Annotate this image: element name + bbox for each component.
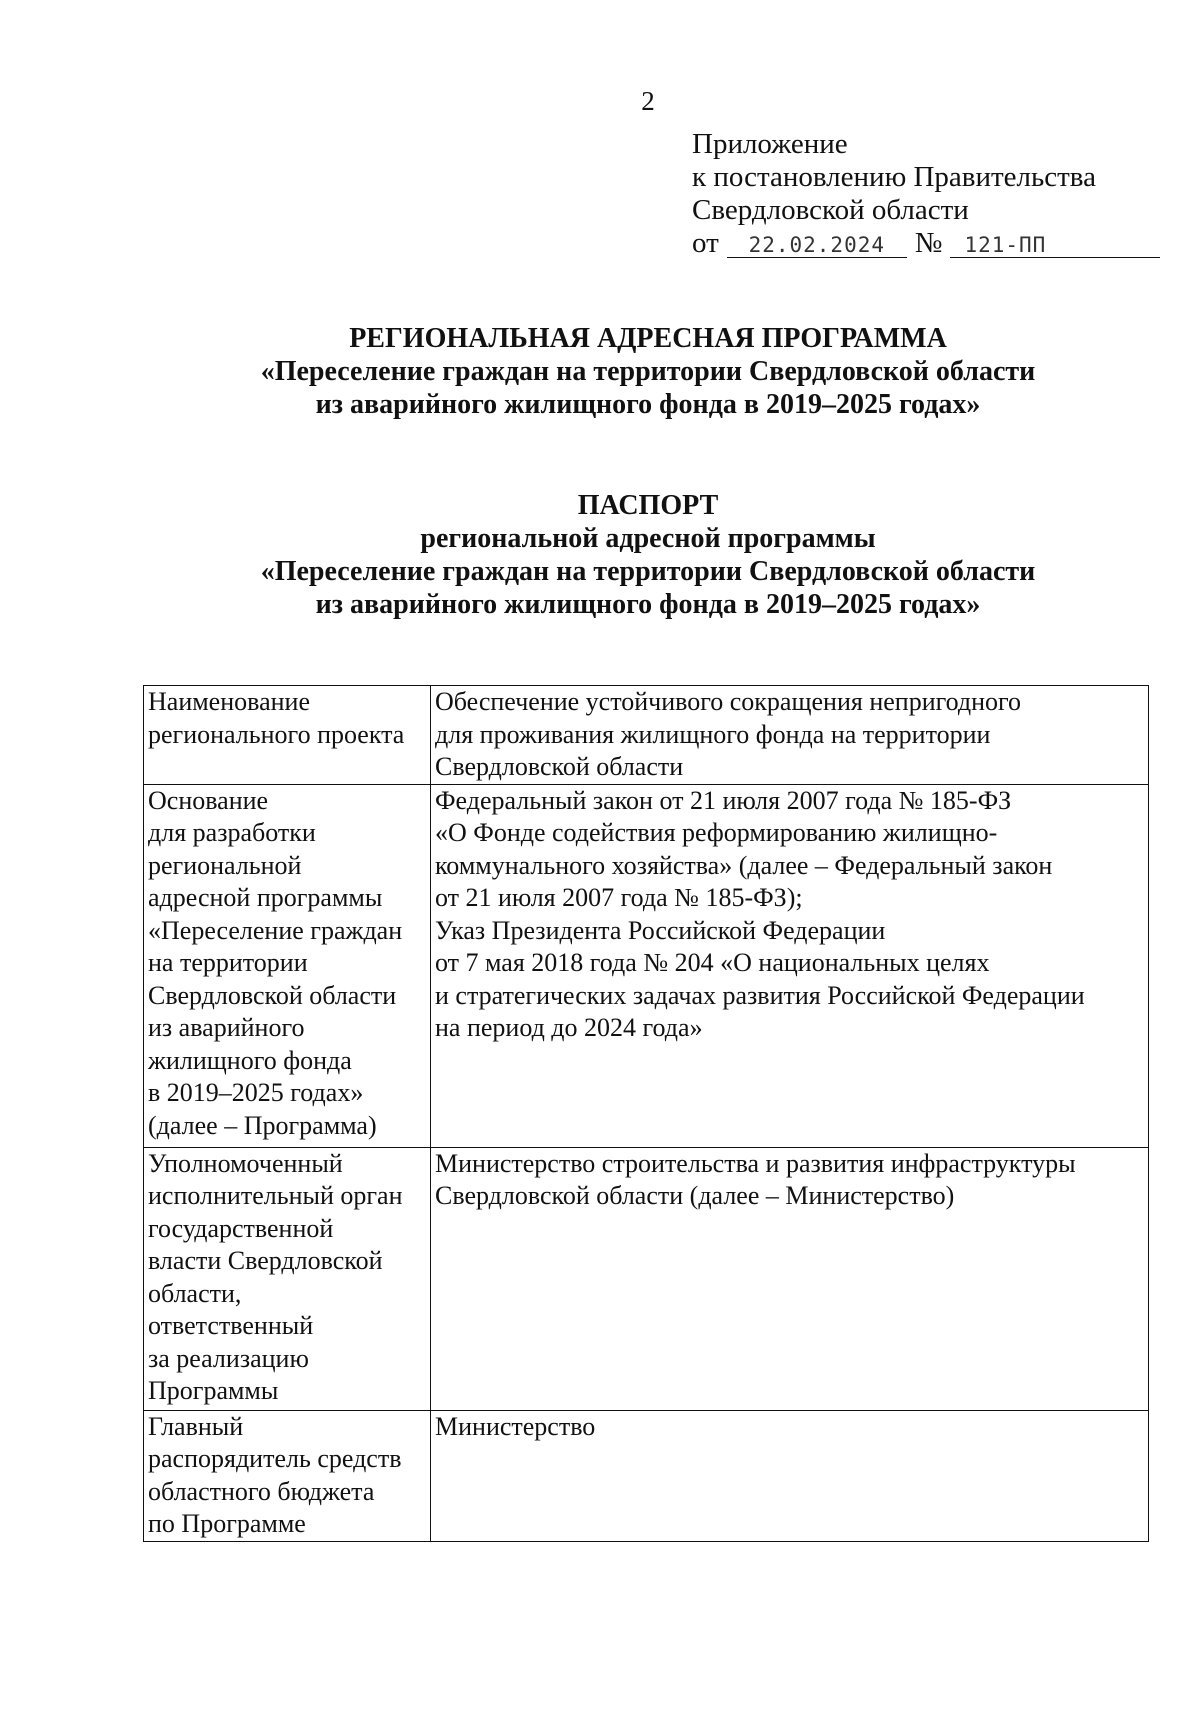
cell-line: Программы — [148, 1376, 279, 1405]
cell-line: Главный — [148, 1411, 244, 1441]
cell-line: для проживания жилищного фонда на территории — [435, 719, 991, 749]
appendix-block — [692, 128, 1160, 260]
program-title-line: РЕГИОНАЛЬНАЯ АДРЕСНАЯ ПРОГРАММА — [349, 323, 947, 354]
page-number: 2 — [641, 86, 655, 116]
cell-line: по Программе — [148, 1509, 306, 1538]
cell-line: исполнительный орган — [148, 1181, 403, 1210]
cell-line: коммунального хозяйства» (далее – Федеральный закон — [435, 850, 1053, 880]
cell-line: от 21 июля 2007 года № 185-ФЗ); — [435, 883, 803, 912]
row-value-cell — [431, 1147, 1149, 1410]
cell-line: областного бюджета — [148, 1476, 375, 1506]
appendix-date-line — [692, 227, 1160, 260]
cell-line: Министерство строительства и развития инфраструктуры — [435, 1148, 1076, 1178]
cell-line: от 7 мая 2018 года № 204 «О национальных целях — [435, 948, 990, 977]
cell-line: Свердловской области — [148, 980, 397, 1010]
row-label-cell — [144, 686, 431, 785]
passport-table — [143, 685, 1149, 1542]
appendix-line: к постановлению Правительства — [692, 161, 1096, 193]
program-title-line: «Переселение граждан на территории Свердловской области — [260, 356, 1036, 387]
passport-title — [0, 489, 1200, 621]
cell-line: «Переселение граждан — [148, 915, 403, 945]
decree-date: 22.02.2024 — [727, 233, 907, 258]
table-row — [144, 784, 1149, 1147]
appendix-line: Свердловской области — [692, 194, 969, 226]
cell-line: «О Фонде содействия реформированию жилищно- — [435, 818, 998, 847]
cell-line: области, — [148, 1278, 242, 1308]
cell-line: жилищного фонда — [148, 1045, 352, 1075]
cell-line: из аварийного — [148, 1013, 305, 1042]
passport-title-line: ПАСПОРТ — [577, 490, 719, 521]
passport-title-line: «Переселение граждан на территории Свердловской области — [260, 556, 1036, 587]
row-value-cell — [431, 686, 1149, 785]
cell-line: государственной — [148, 1213, 334, 1243]
cell-line: Основание — [148, 785, 269, 815]
table-row — [144, 686, 1149, 785]
cell-line: Свердловской области — [435, 752, 684, 781]
table-row — [144, 1147, 1149, 1410]
cell-line: ответственный — [148, 1311, 314, 1340]
cell-line: Федеральный закон от 21 июля 2007 года № 185-ФЗ — [435, 785, 1012, 815]
row-label-cell — [144, 1147, 431, 1410]
cell-line: адресной программы — [148, 883, 383, 912]
cell-line: и стратегических задачах развития Российской Федерации — [435, 980, 1085, 1010]
decree-number: 121-ПП — [950, 233, 1160, 258]
cell-line: для разработки — [148, 818, 316, 847]
cell-line: за реализацию — [148, 1343, 309, 1373]
program-title-line: из аварийного жилищного фонда в 2019–2025 годах» — [315, 389, 981, 420]
cell-line: на территории — [148, 948, 308, 977]
appendix-line: Приложение — [692, 128, 848, 160]
cell-line: регионального проекта — [148, 719, 405, 749]
table-row — [144, 1410, 1149, 1541]
row-value-cell — [431, 1410, 1149, 1541]
cell-line: в 2019–2025 годах» — [148, 1078, 364, 1107]
number-prefix: № — [914, 227, 943, 259]
row-label-cell — [144, 784, 431, 1147]
program-title — [0, 322, 1200, 421]
row-label-cell — [144, 1410, 431, 1541]
cell-line: Министерство — [435, 1411, 596, 1441]
cell-line: региональной — [148, 850, 302, 880]
cell-line: распорядитель средств — [148, 1444, 402, 1473]
cell-line: власти Свердловской — [148, 1246, 383, 1275]
cell-line: Обеспечение устойчивого сокращения непригодного — [435, 687, 1022, 716]
cell-line: Уполномоченный — [148, 1148, 343, 1178]
cell-line: Наименование — [148, 687, 310, 716]
cell-line: Свердловской области (далее – Министерство) — [435, 1181, 955, 1210]
date-prefix: от — [692, 227, 719, 259]
row-value-cell — [431, 784, 1149, 1147]
cell-line: Указ Президента Российской Федерации — [435, 915, 886, 945]
cell-line: на период до 2024 года» — [435, 1013, 703, 1042]
passport-title-line: региональной адресной программы — [420, 523, 876, 554]
passport-title-line: из аварийного жилищного фонда в 2019–2025 годах» — [315, 589, 981, 620]
cell-line: (далее – Программа) — [148, 1110, 377, 1140]
